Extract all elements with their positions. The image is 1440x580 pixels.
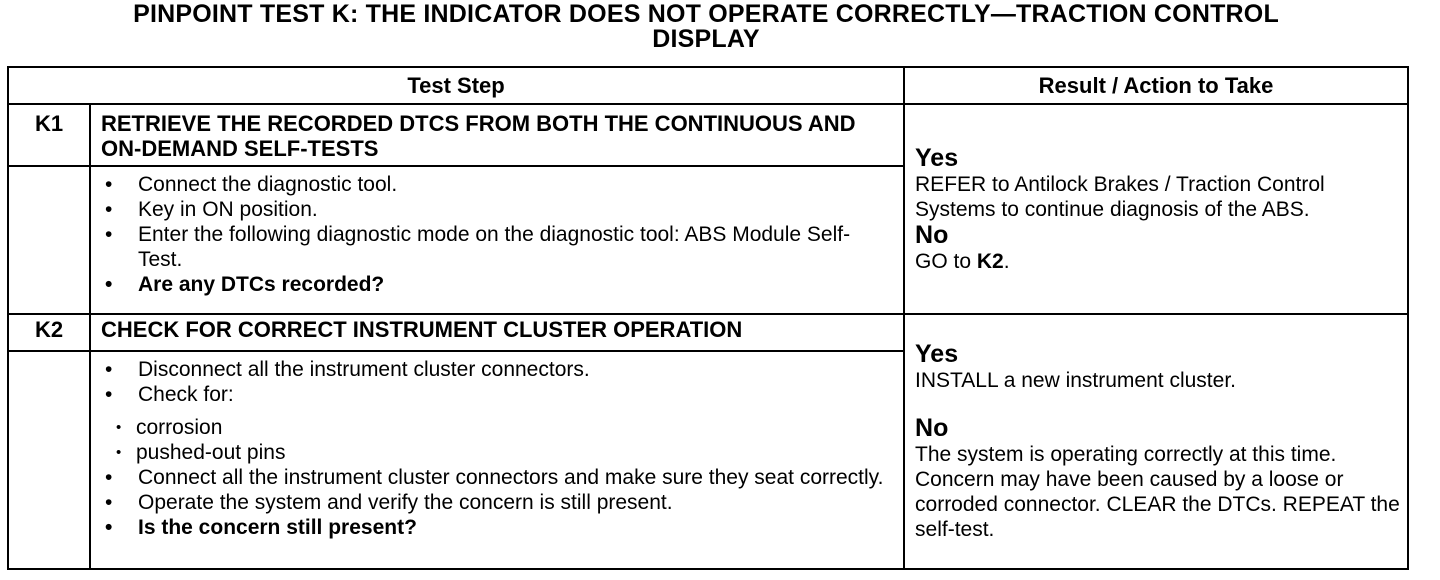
k1-yes-label: Yes [915, 143, 959, 172]
k2-step-id: K2 [8, 314, 90, 351]
result-header: Result / Action to Take [904, 67, 1408, 104]
k2-title-row [8, 314, 1408, 351]
k1-question: • Are any DTCs recorded? [101, 272, 893, 297]
k1-no-label: No [915, 220, 949, 249]
k2-check-item: • corrosion [116, 415, 893, 440]
k2-question: • Is the concern still present? [101, 515, 893, 540]
header-row [8, 67, 1408, 104]
k1-no-text [915, 249, 1401, 274]
k2-no-text: The system is operating correctly at this time. Concern may have been caused by a loose or corroded connector. CLEAR the DTCs. REPEAT the self-test. [915, 443, 1400, 541]
k2-no-label: No [915, 414, 949, 442]
k1-step-id: K1 [8, 104, 90, 166]
k2-bullet: • Disconnect all the instrument cluster connectors. [101, 357, 893, 382]
test-step-header: Test Step [8, 67, 904, 104]
page-title [0, 2, 1412, 52]
k1-bullet: • Connect the diagnostic tool. [101, 172, 893, 197]
k1-bullet: • Key in ON position. [101, 197, 893, 222]
k1-no-prefix: GO to [915, 249, 977, 273]
k1-id-spacer [8, 166, 90, 314]
k2-check-item: • pushed-out pins [116, 440, 893, 465]
k1-no-suffix: . [1003, 249, 1010, 273]
k1-yes-text: REFER to Antilock Brakes / Traction Control Systems to continue diagnosis of the ABS. [915, 172, 1325, 221]
k2-id-spacer [8, 351, 90, 569]
k2-result-cell [904, 314, 1408, 569]
k1-step-title: RETRIEVE THE RECORDED DTCS FROM BOTH THE CONTINUOUS AND ON-DEMAND SELF-TESTS [90, 104, 904, 166]
title-line-1: PINPOINT TEST K: THE INDICATOR DOES NOT OPERATE CORRECTLY—TRACTION CONTROL [133, 0, 1279, 28]
k1-bullet: • Enter the following diagnostic mode on the diagnostic tool: ABS Module Self-Test. [101, 222, 893, 272]
title-line-2: DISPLAY [652, 25, 760, 53]
k2-bullet: • Connect all the instrument cluster connectors and make sure they seat correctly. [101, 465, 893, 490]
k2-steps [90, 351, 904, 569]
k2-bullet: • Operate the system and verify the concern is still present. [101, 490, 893, 515]
k2-bullet: • Check for: [101, 382, 893, 407]
k2-step-title: CHECK FOR CORRECT INSTRUMENT CLUSTER OPERATION [90, 314, 904, 351]
result-spacer [915, 393, 1401, 415]
k2-yes-label: Yes [915, 340, 959, 368]
k2-yes-text: INSTALL a new instrument cluster. [915, 369, 1236, 392]
k1-no-target: K2 [976, 249, 1004, 273]
k1-result-cell [904, 104, 1408, 314]
pinpoint-test-table [7, 66, 1409, 570]
k1-title-row [8, 104, 1408, 166]
k1-steps [90, 166, 904, 314]
k2-check-list [101, 415, 893, 465]
